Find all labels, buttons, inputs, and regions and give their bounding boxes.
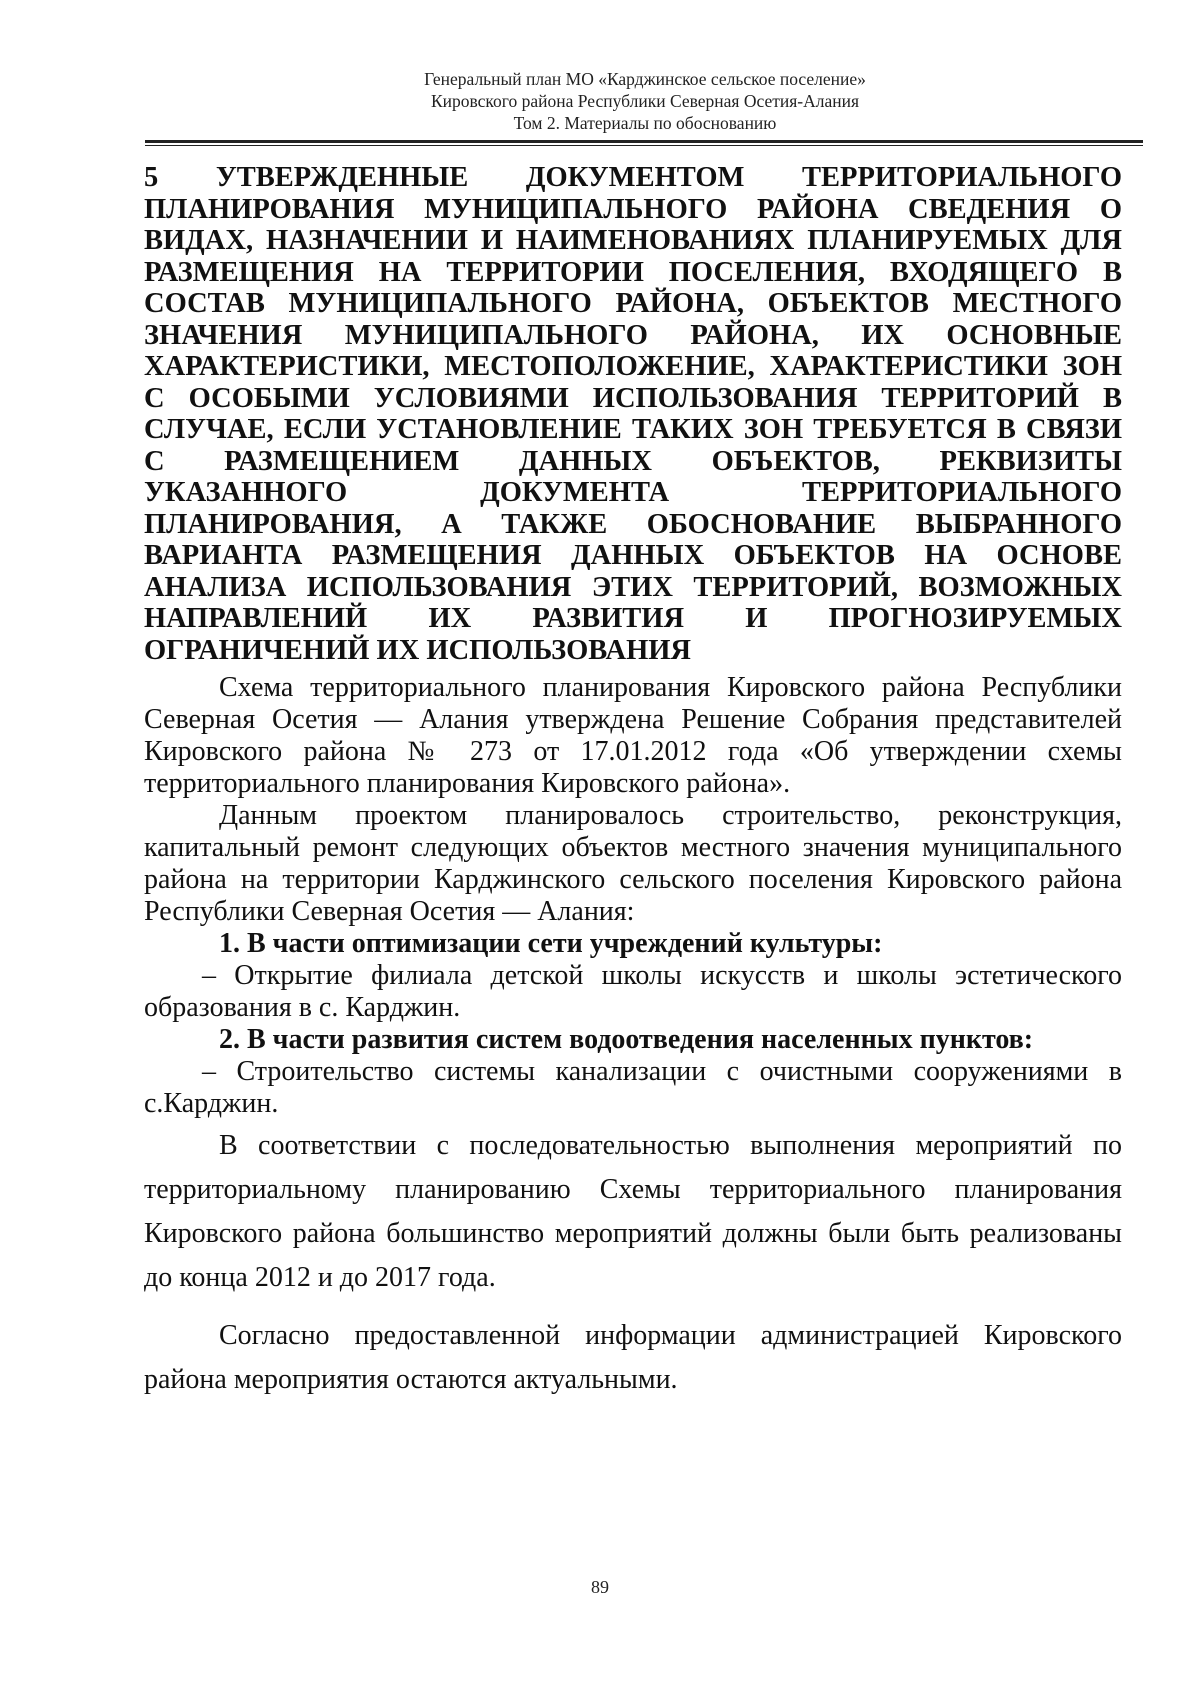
paragraph-scheme-approval: Схема территориального планирования Кировского района Республики Северная Осетия — Алания утверждена Решение Собрания представителей Кировского района № 273 от 17.01.2012 года «Об утверждении схемы территориального планирования Кировского района». [144, 672, 1122, 799]
paragraph-administration-info: Согласно предоставленной информации администрацией Кировского района мероприятия остаются актуальными. [144, 1320, 1122, 1395]
item-2-heading: 2. В части развития систем водоотведения населенных пунктов: [219, 1024, 1034, 1055]
item-2-text: – Строительство системы канализации с очистными сооружениями в с.Карджин. [144, 1056, 1122, 1119]
paragraph-implementation-sequence: В соответствии с последовательностью выполнения мероприятий по территориальному планированию Схемы территориального планирования Кировского района большинство мероприятий должны были быть реализованы до конца 2012 и до 2017 года. [144, 1130, 1122, 1293]
header-line-3: Том 2. Материалы по обоснованию [513, 113, 777, 133]
header-divider [145, 140, 1143, 146]
item-1-text: – Открытие филиала детской школы искусств и школы эстетического образования в с. Карджин. [144, 960, 1122, 1023]
main-content [144, 162, 1122, 1402]
paragraph-planned-objects: Данным проектом планировалось строительство, реконструкция, капитальный ремонт следующих объектов местного значения муниципального района на территории Карджинского сельского поселения Кировского района Республики Северная Осетия — Алания: [144, 800, 1122, 927]
page-number: 89 [591, 1577, 609, 1597]
section-title: 5 УТВЕРЖДЕННЫЕ ДОКУМЕНТОМ ТЕРРИТОРИАЛЬНОГО ПЛАНИРОВАНИЯ МУНИЦИПАЛЬНОГО РАЙОНА СВЕДЕНИЯ О ВИДАХ, НАЗНАЧЕНИИ И НАИМЕНОВАНИЯХ ПЛАНИРУЕМЫХ ДЛЯ РАЗМЕЩЕНИЯ НА ТЕРРИТОРИИ ПОСЕЛЕНИЯ, ВХОДЯЩЕГО В СОСТАВ МУНИЦИПАЛЬНОГО РАЙОНА, ОБЪЕКТОВ МЕСТНОГО ЗНАЧЕНИЯ МУНИЦИПАЛЬНОГО РАЙОНА, ИХ ОСНОВНЫЕ ХАРАКТЕРИСТИКИ, МЕСТОПОЛОЖЕНИЕ, ХАРАКТЕРИСТИКИ ЗОН С ОСОБЫМИ УСЛОВИЯМИ ИСПОЛЬЗОВАНИЯ ТЕРРИТОРИЙ В СЛУЧАЕ, ЕСЛИ УСТАНОВЛЕНИЕ ТАКИХ ЗОН ТРЕБУЕТСЯ В СВЯЗИ С РАЗМЕЩЕНИЕМ ДАННЫХ ОБЪЕКТОВ, РЕКВИЗИТЫ УКАЗАННОГО ДОКУМЕНТА ТЕРРИТОРИАЛЬНОГО ПЛАНИРОВАНИЯ, А ТАКЖЕ ОБОСНОВАНИЕ ВЫБРАННОГО ВАРИАНТА РАЗМЕЩЕНИЯ ДАННЫХ ОБЪЕКТОВ НА ОСНОВЕ АНАЛИЗА ИСПОЛЬЗОВАНИЯ ЭТИХ ТЕРРИТОРИЙ, ВОЗМОЖНЫХ НАПРАВЛЕНИЙ ИХ РАЗВИТИЯ И ПРОГНОЗИРУЕМЫХ ОГРАНИЧЕНИЙ ИХ ИСПОЛЬЗОВАНИЯ [144, 162, 1122, 666]
header-line-2: Кировского района Республики Северная Осетия-Алания [430, 91, 860, 111]
item-1-heading: 1. В части оптимизации сети учреждений культуры: [219, 928, 883, 959]
running-header [145, 68, 1145, 134]
header-line-1: Генеральный план МО «Карджинское сельское поселение» [424, 69, 866, 89]
